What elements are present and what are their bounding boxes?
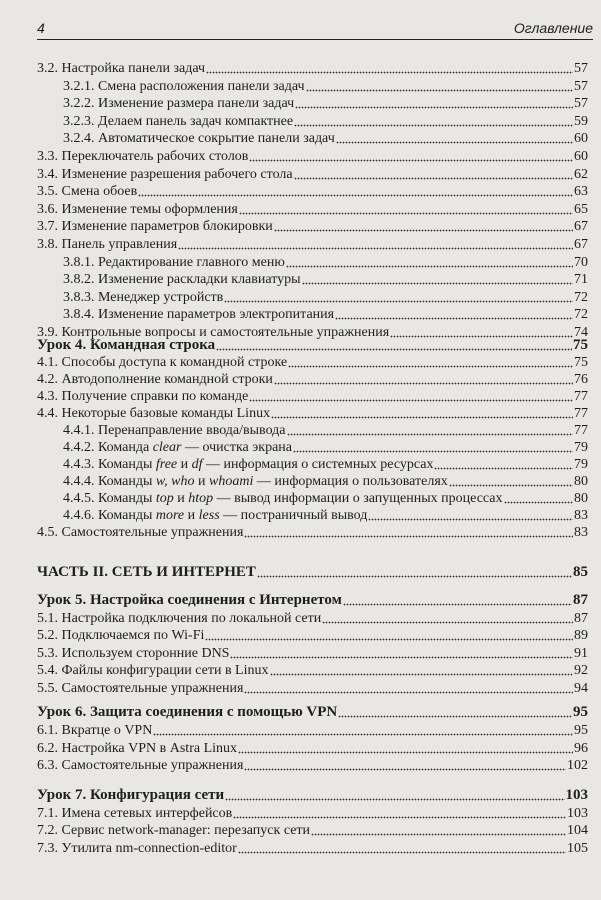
toc-page-number: 74 — [574, 325, 588, 340]
command-name: top — [155, 491, 174, 506]
title-segment: 5.3. Используем сторонние DNS — [37, 645, 230, 661]
toc-entry — [63, 289, 588, 306]
title-segment: 3.2.4. Автоматическое сокрытие панели задач — [63, 131, 335, 147]
toc-entry — [37, 740, 588, 757]
dot-leader — [306, 89, 573, 92]
toc-entry — [37, 201, 588, 218]
toc-entry-title — [37, 218, 273, 235]
header-rule — [37, 39, 593, 40]
dot-leader — [233, 816, 566, 819]
toc-entry-title — [63, 113, 293, 130]
dot-leader — [287, 433, 573, 436]
toc-entry-title — [63, 78, 305, 95]
toc-page-number: 87 — [574, 610, 588, 626]
toc-page-number: 72 — [574, 289, 588, 305]
toc-chapter-entry — [37, 564, 588, 581]
toc-page-number: 75 — [573, 337, 588, 353]
command-name: less — [198, 508, 220, 523]
toc-entry-title — [37, 354, 287, 371]
title-segment: Урок 5. Настройка соединения с Интернетом — [37, 592, 342, 608]
command-name: more — [155, 508, 185, 523]
dot-leader — [271, 416, 573, 419]
title-segment: Урок 4. Командная строка — [37, 337, 216, 353]
toc-entry — [63, 254, 588, 271]
title-segment: 4.3. Получение справки по команде — [37, 389, 249, 404]
toc-chapter-entry — [37, 787, 588, 804]
toc-chapter-entry — [37, 592, 588, 609]
toc-entry — [37, 218, 588, 235]
toc-page-number: 87 — [573, 592, 588, 608]
toc-entry — [37, 183, 588, 200]
toc-entry-title — [37, 166, 293, 183]
title-segment: 6.2. Настройка VPN в Astra Linux — [37, 740, 238, 756]
toc-entry — [37, 722, 588, 739]
toc-page-number: 67 — [574, 219, 588, 235]
toc-entry-title — [37, 183, 137, 200]
toc-entry — [37, 388, 588, 405]
title-segment: 7.1. Имена сетевых интерфейсов — [37, 805, 233, 821]
running-header-title: Оглавление — [513, 20, 593, 36]
toc-page-number: 59 — [574, 113, 588, 129]
dot-leader — [311, 833, 566, 836]
title-segment: 7.2. Сервис network-manager: перезапуск сети — [37, 823, 311, 838]
dot-leader — [270, 673, 574, 676]
toc-entry — [37, 354, 588, 371]
toc-entry — [37, 166, 588, 183]
toc-page-number: 60 — [574, 149, 588, 164]
title-segment: 3.8.2. Изменение раскладки клавиатуры — [63, 272, 301, 288]
toc-entry-title — [37, 60, 205, 77]
toc-entry — [37, 405, 588, 422]
command-name: clear — [152, 440, 182, 455]
toc-page-number: 83 — [574, 525, 588, 540]
toc-entry-title — [63, 306, 334, 323]
dot-leader — [238, 751, 573, 754]
toc-page-number: 83 — [574, 508, 588, 523]
title-segment: 4.4.1. Перенаправление ввода/вывода — [63, 423, 286, 438]
dot-leader — [302, 282, 573, 285]
toc-entry-title — [37, 722, 152, 739]
toc-page-number: 77 — [574, 389, 588, 404]
title-segment: 3.8. Панель управления — [37, 237, 178, 252]
title-segment: 3.8.3. Менеджер устройств — [63, 289, 224, 305]
toc-page-number: 103 — [565, 787, 588, 803]
toc-entry — [37, 662, 588, 679]
toc-entry-title — [37, 740, 237, 757]
toc-entry-title — [37, 337, 215, 354]
toc-entry-title — [63, 473, 448, 490]
toc-page-number: 65 — [574, 201, 588, 217]
title-segment: 4.4.5. Команды — [63, 491, 156, 506]
dot-leader — [249, 159, 573, 162]
toc-entry — [63, 456, 588, 473]
title-segment: и — [184, 508, 199, 523]
toc-entry — [63, 473, 588, 490]
dot-leader — [244, 768, 566, 771]
toc-page-number: 80 — [574, 491, 588, 506]
dot-leader — [244, 691, 573, 694]
title-segment: — очистка экрана — [181, 440, 292, 455]
toc-entry-title — [37, 371, 273, 388]
title-segment: и — [177, 457, 192, 472]
toc-page-number: 60 — [574, 131, 588, 147]
toc-page-number: 67 — [574, 237, 588, 252]
toc-entry-title — [63, 271, 301, 288]
dot-leader — [153, 733, 573, 736]
toc-entry-title — [37, 787, 224, 804]
toc-page-number: 104 — [567, 823, 588, 838]
toc-entry — [63, 490, 588, 507]
dot-leader — [224, 300, 573, 303]
command-name: free — [155, 457, 178, 472]
dot-leader — [434, 467, 573, 470]
dot-leader — [504, 501, 573, 504]
toc-entry — [37, 236, 588, 253]
toc-page-number: 75 — [574, 355, 588, 370]
title-segment: 5.1. Настройка подключения по локальной сети — [37, 610, 322, 626]
dot-leader — [295, 106, 573, 109]
dot-leader — [343, 603, 572, 606]
toc-entry — [37, 805, 588, 822]
title-segment: Урок 6. Защита соединения с помощью VPN — [37, 704, 338, 720]
toc-entry — [37, 680, 588, 697]
toc-chapter-entry — [37, 337, 588, 354]
toc-page-number: 102 — [567, 758, 588, 774]
dot-leader — [335, 317, 573, 320]
title-segment: 3.8.1. Редактирование главного меню — [63, 254, 285, 270]
toc-entry-title — [37, 236, 177, 253]
toc-entry-title — [37, 405, 270, 422]
toc-page-number: 92 — [574, 663, 588, 678]
title-segment: 5.2. Подключаемся по Wi-Fi — [37, 628, 205, 643]
title-segment: 4.4.4. Команды — [63, 474, 156, 489]
title-segment: 3.6. Изменение темы оформления — [37, 201, 238, 217]
toc-page-number: 72 — [574, 307, 588, 323]
dot-leader — [244, 535, 573, 538]
toc-page-number: 63 — [574, 184, 588, 200]
dot-leader — [238, 851, 566, 854]
toc-entry — [63, 78, 588, 95]
dot-leader — [288, 365, 573, 368]
title-segment: 4.4.3. Команды — [63, 457, 156, 472]
title-segment: — вывод информации о запущенных процессах — [213, 491, 503, 506]
toc-entry — [63, 439, 588, 456]
toc-entry-title — [37, 805, 232, 822]
toc-entry — [37, 822, 588, 839]
toc-entry-title — [63, 130, 335, 147]
toc-entry-title — [37, 680, 243, 697]
toc-entry — [63, 113, 588, 130]
command-name: whoami — [209, 474, 254, 489]
title-segment: 4.5. Самостоятельные упражнения — [37, 525, 244, 540]
toc-page-number: 95 — [574, 722, 588, 738]
toc-entry — [63, 130, 588, 147]
dot-leader — [206, 71, 573, 74]
toc-entry — [37, 524, 588, 541]
title-segment: и — [173, 491, 189, 506]
title-segment: 3.3. Переключатель рабочих столов — [37, 149, 249, 164]
toc-entry — [63, 422, 588, 439]
toc-page-number: 57 — [574, 61, 588, 76]
toc-entry — [37, 645, 588, 662]
title-segment: 3.4. Изменение разрешения рабочего стола — [37, 166, 293, 182]
toc-entry — [37, 627, 588, 644]
dot-leader — [336, 141, 573, 144]
toc-entry-title — [37, 524, 243, 541]
toc-entry-title — [37, 645, 229, 662]
toc-entry-title — [37, 148, 248, 165]
toc-page-number: 77 — [574, 406, 588, 421]
dot-leader — [230, 656, 573, 659]
title-segment: 4.2. Автодополнение командной строки — [37, 372, 273, 387]
title-segment: 3.7. Изменение параметров блокировки — [37, 219, 273, 235]
toc-entry-title — [37, 627, 204, 644]
toc-entry-title — [63, 439, 292, 456]
toc-chapter-entry — [37, 704, 588, 721]
toc-entry-title — [37, 704, 337, 721]
title-segment: 3.8.4. Изменение параметров электропитания — [63, 307, 335, 323]
toc-entry-title — [37, 201, 238, 218]
dot-leader — [205, 638, 573, 641]
dot-leader — [274, 382, 573, 385]
dot-leader — [257, 575, 572, 578]
title-segment: 3.2.3. Делаем панель задач компактнее — [63, 113, 294, 129]
dot-leader — [216, 348, 572, 351]
toc-entry — [63, 306, 588, 323]
title-segment: 5.5. Самостоятельные упражнения — [37, 680, 244, 696]
toc-entry — [37, 757, 588, 774]
dot-leader — [178, 247, 573, 250]
toc-page-number: 95 — [573, 704, 588, 720]
toc-entry-title — [37, 822, 310, 839]
title-segment: Урок 7. Конфигурация сети — [37, 787, 225, 803]
command-name: w, who — [155, 474, 195, 489]
toc-page-number: 89 — [574, 628, 588, 643]
dot-leader — [294, 124, 573, 127]
toc-entry — [63, 507, 588, 524]
toc-page-number: 57 — [574, 78, 588, 94]
toc-page-number: 76 — [574, 372, 588, 387]
title-segment: 4.4.6. Команды — [63, 508, 156, 523]
toc-page-number: 71 — [574, 272, 588, 288]
title-segment: и — [194, 474, 210, 489]
title-segment: 4.4. Некоторые базовые команды Linux — [37, 406, 271, 421]
dot-leader — [338, 715, 572, 718]
toc-entry — [37, 60, 588, 77]
toc-page-number: 96 — [574, 740, 588, 756]
toc-entry-title — [37, 840, 237, 857]
toc-entry — [37, 610, 588, 627]
title-segment: — постраничный вывод — [219, 508, 368, 523]
title-segment: 5.4. Файлы конфигурации сети в Linux — [37, 663, 269, 678]
toc-page-number: 80 — [574, 474, 588, 489]
title-segment: 3.2.2. Изменение размера панели задач — [63, 96, 295, 112]
title-segment: 7.3. Утилита nm-connection-editor — [37, 840, 237, 856]
title-segment: 3.9. Контрольные вопросы и самостоятельные упражнения — [37, 325, 390, 340]
title-segment: 4.1. Способы доступа к командной строке — [37, 355, 288, 370]
toc-page-number: 79 — [574, 457, 588, 472]
title-segment: 4.4.2. Команда — [63, 440, 153, 455]
title-segment: 3.5. Смена обоев — [37, 184, 138, 200]
title-segment: — информация о системных ресурсах — [202, 457, 434, 472]
dot-leader — [225, 798, 564, 801]
toc-entry-title — [37, 388, 248, 405]
dot-leader — [239, 212, 573, 215]
toc-page-number: 103 — [567, 805, 588, 821]
page-number: 4 — [37, 20, 45, 36]
dot-leader — [249, 399, 573, 402]
title-segment: ЧАСТЬ II. СЕТЬ И ИНТЕРНЕТ — [37, 564, 256, 580]
toc-page-number: 70 — [574, 254, 588, 270]
dot-leader — [293, 450, 573, 453]
toc-entry-title — [63, 289, 223, 306]
toc-page-number: 77 — [574, 423, 588, 438]
toc-page-number: 85 — [573, 564, 588, 580]
toc-entry-title — [63, 422, 286, 439]
toc-entry-title — [37, 592, 342, 609]
dot-leader — [286, 265, 573, 268]
toc-page-number: 57 — [574, 96, 588, 112]
toc-entry-title — [63, 254, 285, 271]
dot-leader — [322, 621, 573, 624]
toc-entry — [37, 148, 588, 165]
toc-entry-title — [37, 564, 256, 581]
title-segment: 3.2.1. Смена расположения панели задач — [63, 78, 305, 94]
toc-entry-title — [37, 757, 243, 774]
toc-entry — [63, 95, 588, 112]
toc-page-number: 105 — [567, 840, 588, 856]
dot-leader — [368, 518, 573, 521]
toc-page-number: 91 — [574, 645, 588, 661]
toc-page-number: 79 — [574, 440, 588, 455]
dot-leader — [138, 194, 573, 197]
toc-entry — [37, 840, 588, 857]
toc-entry-title — [37, 662, 269, 679]
toc-entry-title — [37, 610, 321, 627]
title-segment: 6.1. Вкратце о VPN — [37, 722, 153, 738]
title-segment: 6.3. Самостоятельные упражнения — [37, 758, 244, 774]
toc-entry-title — [63, 95, 294, 112]
command-name: df — [191, 457, 203, 472]
toc-entry-title — [63, 507, 367, 524]
dot-leader — [274, 229, 573, 232]
toc-entry — [37, 371, 588, 388]
toc-page-number: 62 — [574, 166, 588, 182]
command-name: htop — [188, 491, 214, 506]
title-segment: 3.2. Настройка панели задач — [37, 61, 206, 76]
toc-entry — [63, 271, 588, 288]
dot-leader — [449, 484, 573, 487]
title-segment: — информация о пользователях — [253, 474, 448, 489]
toc-entry-title — [63, 456, 433, 473]
dot-leader — [294, 177, 573, 180]
toc-entry-title — [63, 490, 503, 507]
toc-page-number: 94 — [574, 680, 588, 696]
